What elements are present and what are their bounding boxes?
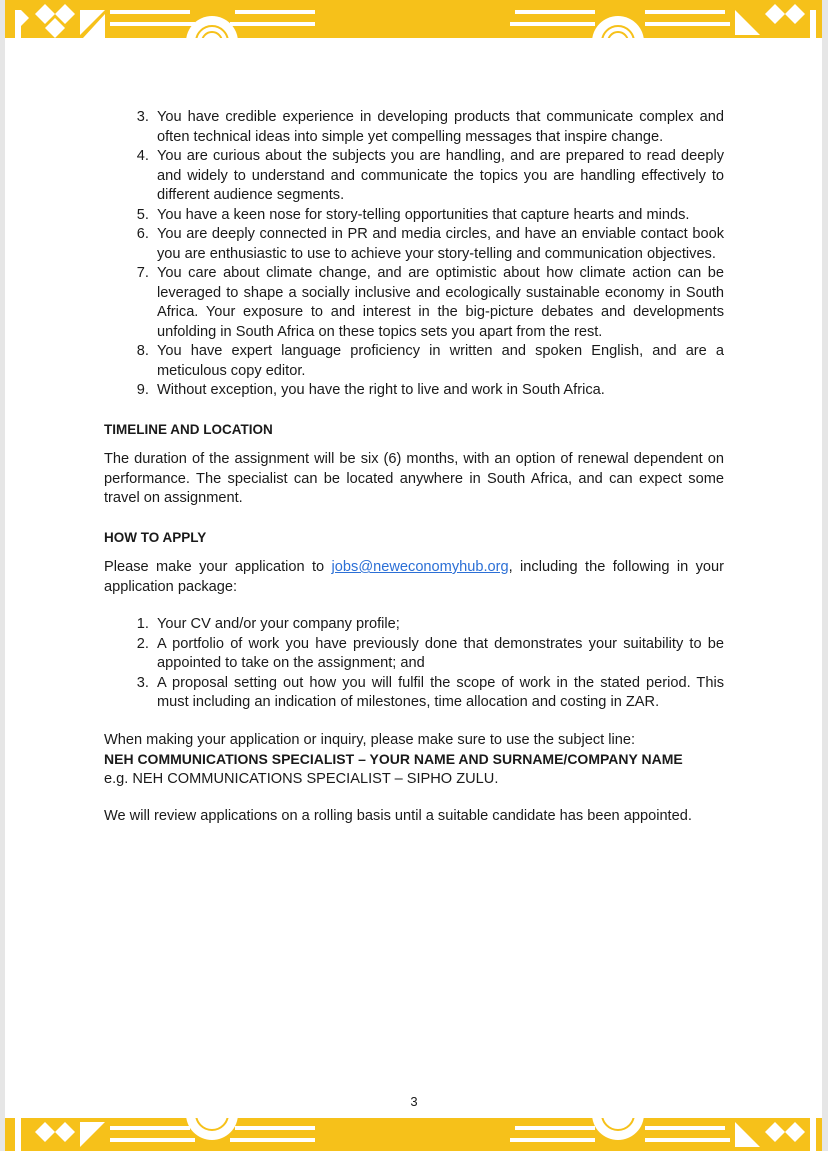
requirements-list — [153, 108, 724, 401]
closing-paragraph: We will review applications on a rolling basis until a suitable candidate has been appointed. — [104, 808, 692, 824]
list-item: 8. You have expert language proficiency in written and spoken English, and are a meticulous copy editor. — [153, 342, 724, 381]
subject-intro: When making your application or inquiry, please make sure to use the subject line: — [104, 731, 636, 748]
decorative-border-top — [5, 0, 822, 38]
subject-format: NEH COMMUNICATIONS SPECIALIST – YOUR NAME AND SURNAME/COMPANY NAME — [104, 751, 683, 767]
list-item: 9. Without exception, you have the right to live and work in South Africa. — [153, 381, 724, 401]
email-link[interactable]: jobs@neweconomyhub.org — [331, 559, 509, 575]
document-body — [104, 108, 724, 827]
timeline-paragraph: The duration of the assignment will be six (6) months, with an option of renewal dependent on performance. The specialist can be located anywhere in South Africa, and can expect some travel on assignment. — [104, 451, 724, 506]
list-item: 1. Your CV and/or your company profile; — [153, 615, 724, 635]
list-item: 4. You are curious about the subjects you are handling, and are prepared to read deeply and widely to understand and communicate the topics you are handling effectively to different audience segments. — [153, 147, 724, 206]
section-heading-timeline: TIMELINE AND LOCATION — [104, 421, 273, 437]
page-number: 3 — [410, 1094, 418, 1109]
list-item: 3. A proposal setting out how you will fulfil the scope of work in the stated period. This must including an indication of milestones, time allocation and costing in ZAR. — [153, 674, 724, 713]
subject-example: e.g. NEH COMMUNICATIONS SPECIALIST – SIPHO ZULU. — [104, 770, 499, 787]
apply-intro — [104, 558, 724, 597]
application-list — [153, 615, 724, 713]
list-item: 2. A portfolio of work you have previously done that demonstrates your suitability to be appointed to take on the assignment; and — [153, 635, 724, 674]
intro-text: , including the following in your application package: — [104, 559, 724, 595]
list-item: 3. You have credible experience in developing products that communicate complex and often technical ideas into simple yet compelling messages that inspire change. — [153, 108, 724, 147]
list-item: 7. You care about climate change, and are optimistic about how climate action can be leveraged to shape a socially inclusive and ecologically sustainable economy in South Africa. Your exposure to and interest in the big-picture debates and developments unfolding in South Africa on these topics sets you apart from the rest. — [153, 264, 724, 342]
list-item: 6. You are deeply connected in PR and media circles, and have an enviable contact book you are enthusiastic to use to achieve your story-telling and communication objectives. — [153, 225, 724, 264]
decorative-border-bottom — [5, 1118, 822, 1151]
section-heading-apply: HOW TO APPLY — [104, 529, 207, 545]
list-item: 5. You have a keen nose for story-telling opportunities that capture hearts and minds. — [153, 206, 724, 226]
intro-text: Please make your application to — [104, 559, 332, 575]
